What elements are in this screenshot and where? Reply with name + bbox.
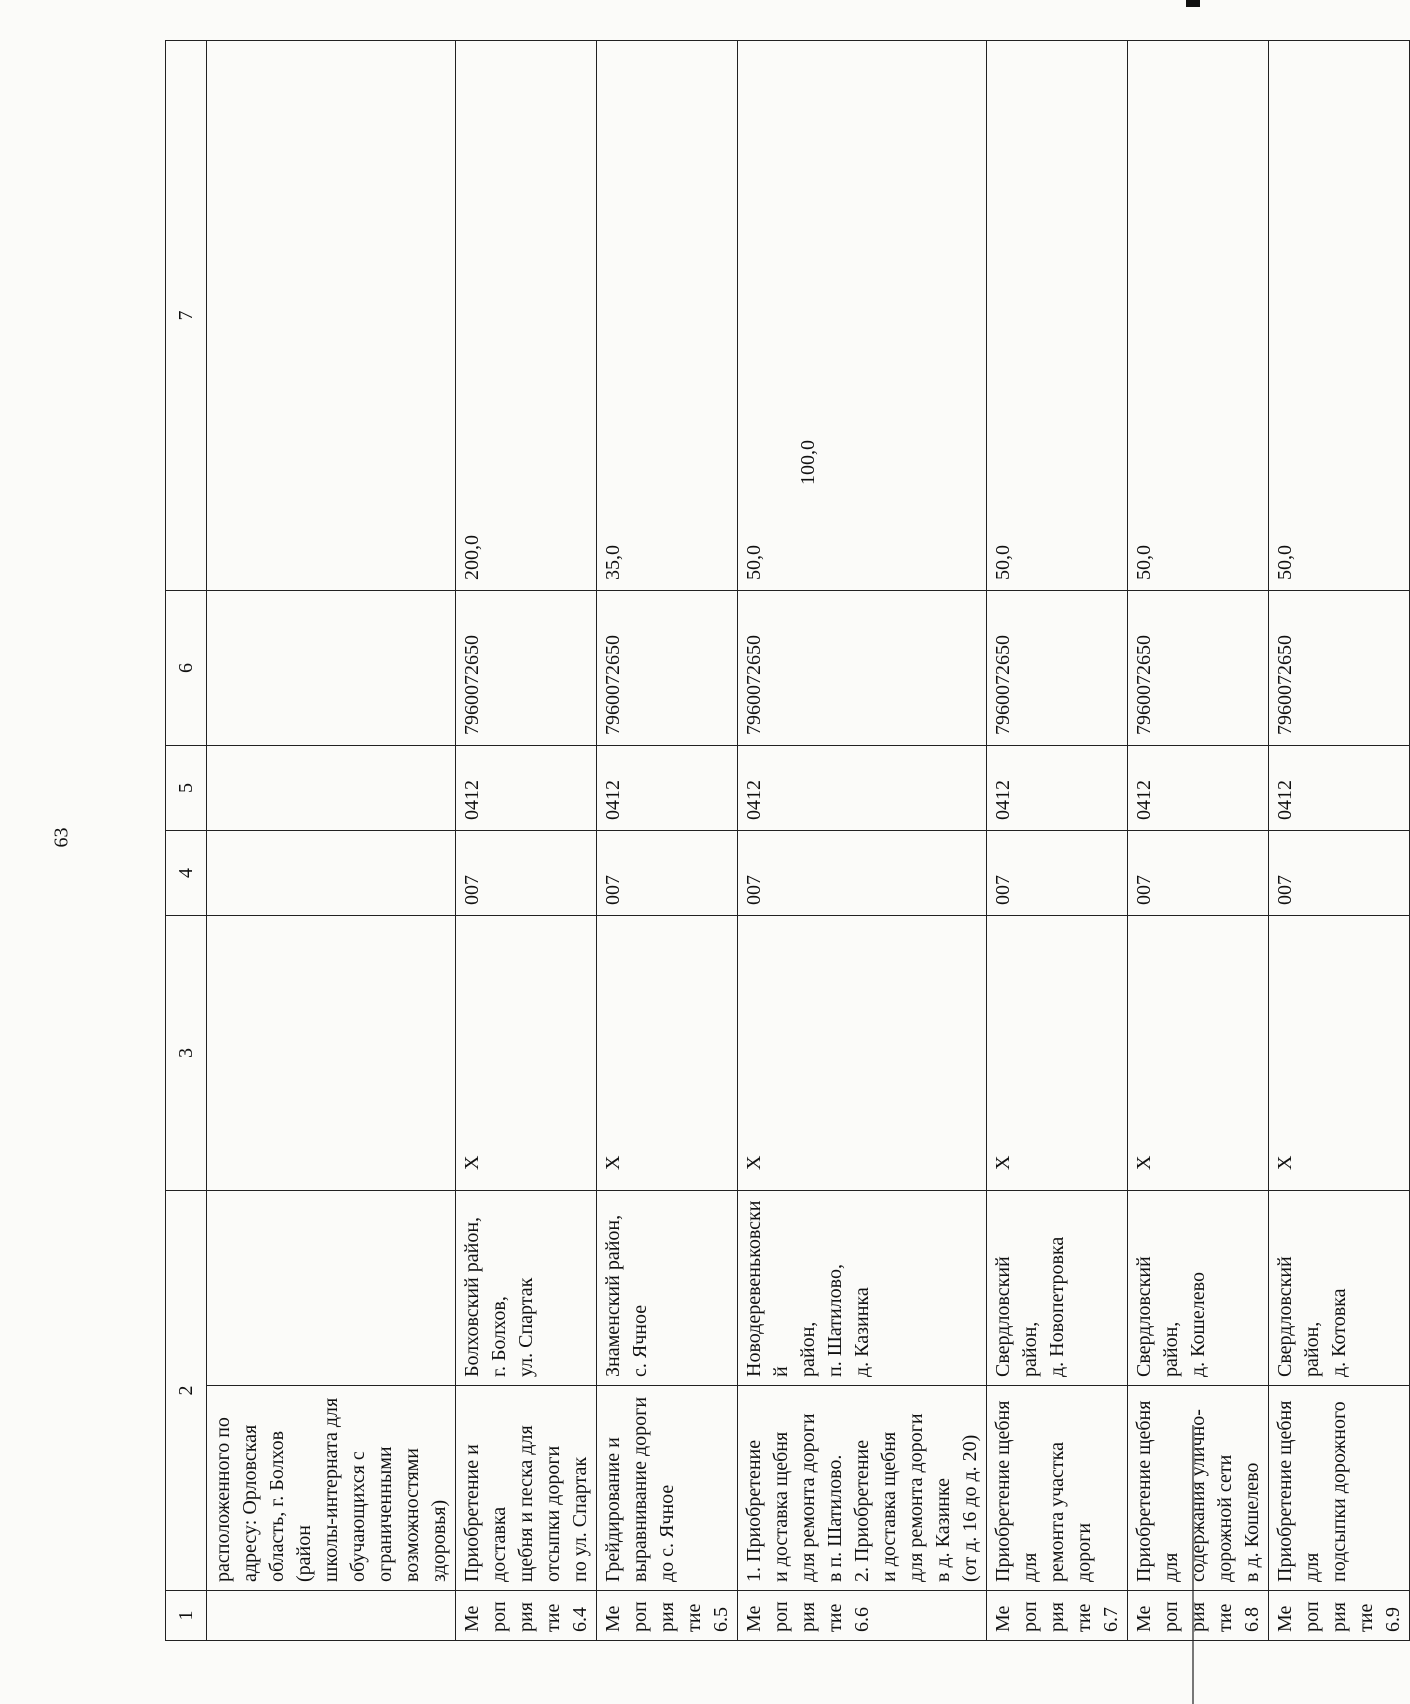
header-cell: 5 [166, 746, 207, 831]
event-description-cell: Приобретение щебня для ремонта участка дороги [987, 1386, 1128, 1591]
table-row [1128, 41, 1269, 1641]
col5-cell [207, 746, 456, 831]
table-row [987, 41, 1128, 1641]
col3-cell: X [456, 916, 597, 1191]
col5-cell: 0412 [1269, 746, 1410, 831]
event-description-cell: Приобретение щебня для содержания улично- дорожной сети в д. Кошелево [1128, 1386, 1269, 1591]
col4-cell: 007 [987, 831, 1128, 916]
table-row [738, 41, 987, 1641]
col3-cell [207, 916, 456, 1191]
amount-cell: 50,0 [987, 41, 1128, 591]
location-cell: Свердловский район, д. Новопетровка [987, 1191, 1128, 1386]
location-cell: Знаменский район, с. Ячное [597, 1191, 738, 1386]
event-id-cell: Мероприятие 6.7 [987, 1591, 1128, 1641]
location-cell: Свердловский район, д. Котовка [1269, 1191, 1410, 1386]
col3-cell: X [1128, 916, 1269, 1191]
event-id-cell [207, 1591, 456, 1641]
amount-cell: 200,0 [456, 41, 597, 591]
col6-cell: 7960072650 [1128, 591, 1269, 746]
location-cell: Болховский район, г. Болхов, ул. Спартак [456, 1191, 597, 1386]
event-description-cell: Грейдирование и выравнивание дороги до с. Ячное [597, 1386, 738, 1591]
event-description-cell: Приобретение щебня для подсыпки дорожного [1269, 1386, 1410, 1591]
col5-cell: 0412 [597, 746, 738, 831]
col4-cell: 007 [1128, 831, 1269, 916]
col6-cell: 7960072650 [987, 591, 1128, 746]
table-row [597, 41, 738, 1641]
amount-cell [207, 41, 456, 591]
event-description-cell: Приобретение и доставка щебня и песка для отсыпки дороги по ул. Спартак [456, 1386, 597, 1591]
amount-cell: 50,0 [1269, 41, 1410, 591]
col3-cell: X [1269, 916, 1410, 1191]
event-id-cell: Мероприятие 6.6 [738, 1591, 987, 1641]
col6-cell: 7960072650 [456, 591, 597, 746]
event-id-cell: Мероприятие 6.9 [1269, 1591, 1410, 1641]
event-id-cell: Мероприятие 6.5 [597, 1591, 738, 1641]
page-number: 63 [50, 827, 73, 848]
header-cell: 4 [166, 831, 207, 916]
header-cell: 3 [166, 916, 207, 1191]
scan-corner-mark [1186, 0, 1200, 7]
header-row [166, 41, 207, 1641]
location-cell [207, 1191, 456, 1386]
col3-cell: X [738, 916, 987, 1191]
col4-cell: 007 [1269, 831, 1410, 916]
col5-cell: 0412 [738, 746, 987, 831]
col6-cell: 7960072650 [597, 591, 738, 746]
col3-cell: X [597, 916, 738, 1191]
col3-cell: X [987, 916, 1128, 1191]
rotated-page [165, 41, 1404, 1641]
table-row [456, 41, 597, 1641]
amount-value: 100,0 [797, 440, 819, 485]
event-description-cell: расположенного по адресу: Орловская область, г. Болхов (район школы-интерната для обучающихся с ограниченными возможностями здоровья) [207, 1386, 456, 1591]
col6-cell: 7960072650 [1269, 591, 1410, 746]
location-cell: Свердловский район, д. Кошелево [1128, 1191, 1269, 1386]
col5-cell: 0412 [1128, 746, 1269, 831]
event-id-cell: Мероприятие 6.8 [1128, 1591, 1269, 1641]
amount-cell: 50,0 [1128, 41, 1269, 591]
event-id-cell: Мероприятие 6.4 [456, 1591, 597, 1641]
event-description-cell: 1. Приобретение и доставка щебня для ремонта дороги в п. Шатилово. 2. Приобретение и доставка щебня для ремонта дороги в д. Казинке (от д. 16 до д. 20) [738, 1386, 987, 1591]
col4-cell [207, 831, 456, 916]
col6-cell [207, 591, 456, 746]
amount-cell [738, 41, 987, 591]
header-cell: 6 [166, 591, 207, 746]
amount-value: 50,0 [743, 545, 765, 580]
budget-table [165, 40, 1410, 1641]
header-cell: 7 [166, 41, 207, 591]
table-row [1269, 41, 1410, 1641]
col4-cell: 007 [738, 831, 987, 916]
col4-cell: 007 [456, 831, 597, 916]
col5-cell: 0412 [456, 746, 597, 831]
header-cell: 1 [166, 1591, 207, 1641]
location-cell: Новодеревеньковский район, п. Шатилово, д. Казинка [738, 1191, 987, 1386]
col4-cell: 007 [597, 831, 738, 916]
header-cell: 2 [166, 1191, 207, 1591]
table-row [207, 41, 456, 1641]
col6-cell: 7960072650 [738, 591, 987, 746]
amount-cell: 35,0 [597, 41, 738, 591]
col5-cell: 0412 [987, 746, 1128, 831]
